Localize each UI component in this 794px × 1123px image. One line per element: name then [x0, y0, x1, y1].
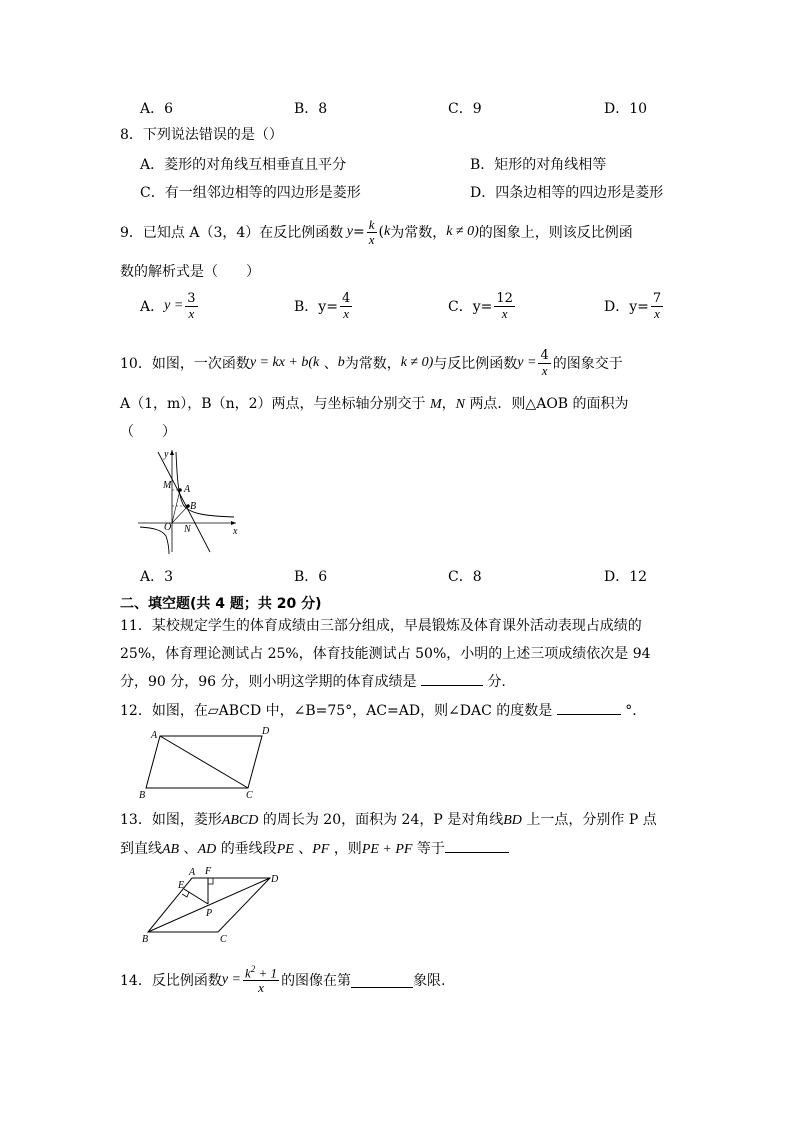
q9-option-b-fraction: $\frac{4}{x}$ [341, 291, 351, 321]
q13-var-pe-pf: PE [276, 842, 294, 857]
q13-line1 [120, 809, 657, 829]
q12-parallelogram-figure [138, 724, 278, 800]
q11-line1: 11．某校规定学生的体育成绩由三部分组成，早晨锻炼及体育课外活动表现占成绩的 [120, 618, 642, 634]
q14-text-b: 的图像在第 [281, 973, 352, 989]
q13-line1-a: 13．如图，菱形 [120, 812, 222, 828]
q10-option-c: C．8 [448, 569, 482, 585]
q11-line3-a: 分，90 分，96 分，则小明这学期的体育成绩是 [120, 674, 417, 690]
q10-x-arrow-icon [231, 521, 236, 525]
q10-figure [136, 446, 241, 556]
q10-stem-line2: A（1，m），B（n，2）两点，与坐标轴分别交于 M，N 两点．则△AOB 的面积为 [120, 396, 629, 412]
q10-label-y: y [164, 449, 169, 460]
q9-stem-line1 [120, 212, 633, 252]
q13-rhombus-figure [138, 864, 288, 946]
q12-label-d: D [262, 726, 270, 737]
q13-var-ad: AD [197, 842, 217, 857]
q13-line2-d: 等于 [416, 841, 445, 857]
q11-line3-b: 分. [487, 674, 506, 690]
q12-text-a: 12．如图，在▱ABCD 中，∠B=75°，AC=AD，则∠DAC 的度数是 [120, 703, 553, 719]
q10-fraction-4-over-x: $\frac{4}{x}$ [540, 347, 549, 378]
q13-diagonal-bd [148, 878, 270, 932]
q11-line2: 25%，体育理论测试占 25%，体育技能测试占 50%，小明的上述三项成绩依次是 94 [120, 646, 651, 662]
q7-option-b: B．8 [294, 101, 328, 117]
q13-var-bd: BD [503, 813, 522, 828]
q10-var-N: N [455, 397, 465, 412]
q9-paren: ( [378, 224, 384, 240]
q10-var-b: b [337, 355, 345, 370]
q10-k-neq-0: k ≠ 0) [400, 355, 434, 370]
q9-option-c-label: C．y= [448, 299, 493, 316]
q10-stem-a: 10．如图，一次函数 [120, 356, 250, 372]
q7-option-c: C．9 [448, 101, 482, 117]
q8-option-d: D．四条边相等的四边形是菱形 [470, 185, 664, 201]
q9-option-c-fraction: $\frac{12}{x}$ [496, 291, 513, 321]
q13-var-ab-ad: AB [162, 842, 180, 857]
q10-label-m: M [163, 480, 172, 491]
q9-option-a-fraction: $\frac{3}{x}$ [187, 291, 196, 321]
q10-label-x: x [233, 526, 238, 537]
q10-label-o: O [164, 522, 172, 533]
q9-option-b-label: B．y= [294, 299, 338, 316]
q12-answer-blank[interactable] [557, 700, 621, 715]
q9-option-a-label: A． [140, 299, 165, 316]
q10-y-arrow-icon [170, 450, 174, 455]
q12-label-a: A [151, 730, 158, 741]
q13-answer-blank[interactable] [445, 838, 509, 853]
q9-stem-a: 9．已知点 A（3，4）在反比例函数 [120, 225, 344, 241]
q9-var-k: k [384, 224, 391, 239]
q8-option-b: B．矩形的对角线相等 [470, 157, 607, 173]
q11-line3 [120, 671, 506, 691]
q12-stem [120, 700, 637, 720]
q13-line1-c: 上一点，分别作 P 点 [526, 812, 657, 828]
q10-line2-a: A（1，m），B（n，2）两点，与坐标轴分别交于 [120, 396, 426, 412]
q13-right-angle-e [182, 892, 189, 897]
q10-segment-ob [172, 506, 188, 523]
q10-stem-d: 的图象交于 [552, 356, 623, 372]
q13-label-e: E [178, 880, 185, 891]
q9-stem-c: 的图象上，则该反比例函 [478, 225, 633, 241]
q13-line2-c: ，则 [333, 841, 362, 857]
q13-right-angle-f [208, 878, 213, 884]
q9-option-d-fraction: $\frac{7}{x}$ [652, 291, 662, 321]
q13-label-d: D [271, 874, 279, 885]
q9-stem-line2: 数的解析式是（ ） [120, 264, 260, 280]
q9-fraction-k-over-x: $\frac{k}{x}$ [368, 216, 375, 247]
q13-line2: 到直线AB 、AD 的垂线段PE 、PF ，则PE + PF 等于 [120, 838, 509, 858]
q10-stem-line3: （ ） [120, 424, 176, 440]
q10-option-a: A．3 [140, 569, 174, 585]
q9-eq: = [353, 224, 365, 240]
q10-linear-line [158, 452, 210, 552]
q10-stem-b: 为常数， [344, 356, 401, 372]
q11-answer-blank[interactable] [421, 671, 483, 686]
q14-text-a: 14．反比例函数 [120, 973, 222, 989]
q13-label-a: A [189, 867, 196, 878]
q13-var-abcd: ABCD [221, 813, 259, 828]
q13-line2-b: 的垂线段 [220, 841, 277, 857]
q8-option-c: C．有一组邻边相等的四边形是菱形 [140, 185, 361, 201]
q10-sep: 、 [319, 356, 338, 372]
q9-option-c [448, 292, 517, 320]
q10-segment-oa [172, 490, 180, 523]
q9-stem-b: 为常数， [390, 225, 447, 241]
q7-option-a: A．6 [140, 101, 174, 117]
q9-option-a [140, 292, 200, 320]
q13-var-pf: PF [312, 842, 330, 857]
q10-label-b: B [190, 501, 197, 512]
q13-line1-b: 的周长为 20，面积为 24，P 是对角线 [262, 812, 504, 828]
q13-label-c: C [220, 934, 227, 945]
q14-text-c: 象限. [413, 973, 446, 989]
q9-option-d [604, 292, 665, 320]
q13-label-p: P [206, 908, 213, 919]
q12-label-b: B [139, 790, 146, 800]
q13-label-f: F [205, 866, 212, 877]
q10-label-a: A [184, 484, 191, 495]
q12-diagonal-ac [160, 736, 248, 788]
q12-label-c: C [246, 790, 253, 800]
q9-var-y: y [343, 224, 354, 239]
q8-option-a: A．菱形的对角线互相垂直且平分 [140, 157, 347, 173]
q10-var-y: y = [517, 355, 537, 370]
q10-stem-line1 [120, 343, 623, 383]
q10-stem-c: 与反比例函数 [433, 356, 518, 372]
q10-point-a [178, 488, 182, 492]
q10-option-b: B．6 [294, 569, 328, 585]
q8-stem: 8．下列说法错误的是（） [120, 127, 283, 143]
q14-answer-blank[interactable] [351, 973, 413, 988]
q10-option-d: D．12 [604, 569, 648, 585]
q9-option-d-label: D．y= [604, 299, 649, 316]
q13-line2-a: 到直线 [120, 841, 162, 857]
q10-line2-b: 两点．则△AOB 的面积为 [469, 396, 629, 412]
q14-var-y: y = [221, 972, 241, 987]
q12-text-b: °. [625, 703, 637, 719]
q13-var-sum: PE + PF [361, 842, 413, 857]
q9-k-neq-0: k ≠ 0) [446, 224, 479, 239]
q13-label-b: B [142, 934, 149, 945]
q14-fraction: $\frac{k^2 + 1}{x}$ [245, 964, 278, 996]
q9-option-b [294, 292, 354, 320]
question-14 [120, 958, 446, 1002]
q10-var-M: M [429, 397, 442, 412]
section-2-heading: 二、填空题(共 4 题；共 20 分) [120, 596, 322, 612]
q9-option-a-y: y = [164, 298, 184, 314]
q10-linear-eq: y = kx + b(k [249, 355, 320, 370]
q10-label-n: N [184, 524, 191, 535]
q7-option-d: D．10 [604, 101, 648, 117]
